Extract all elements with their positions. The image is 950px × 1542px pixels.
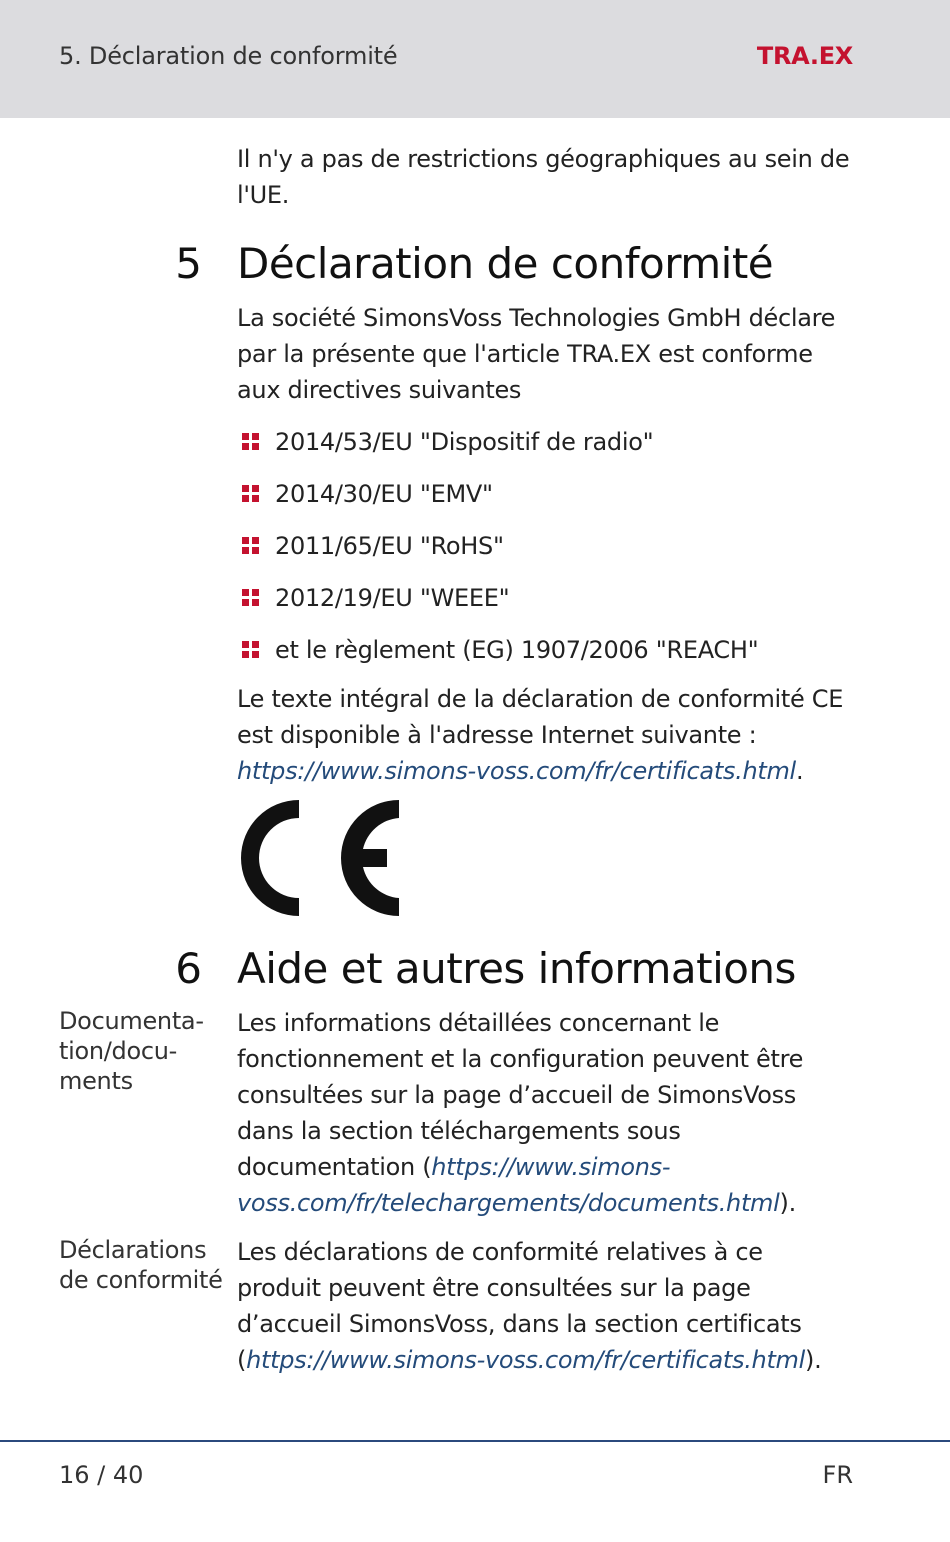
- certificates-link[interactable]: https://www.simons-voss.com/fr/certificats.html: [237, 757, 796, 785]
- ce-mark-icon: [237, 800, 399, 916]
- list-item: [237, 476, 758, 528]
- bullet-icon: [242, 641, 260, 659]
- list-item: [237, 580, 758, 632]
- list-item-text: 2011/65/EU "RoHS": [275, 532, 504, 560]
- list-item-text: 2012/19/EU "WEEE": [275, 584, 510, 612]
- list-item: [237, 632, 758, 684]
- footer-divider: [0, 1440, 950, 1442]
- documentation-text: Les informations détaillées concernant le fonctionnement et la configuration peuvent être consultées sur la page d’accueil de SimonsVoss dans la section téléchargements sous documentation (: [237, 1009, 804, 1181]
- certificates-page-link[interactable]: https://www.simons-voss.com/fr/certificats.html: [246, 1346, 806, 1374]
- documentation-suffix: ).: [779, 1189, 796, 1217]
- bullet-icon: [242, 589, 260, 607]
- list-item-text: 2014/30/EU "EMV": [275, 480, 493, 508]
- declarations-margin-label: Déclarations de conformité: [59, 1236, 223, 1294]
- page-header: [0, 0, 950, 118]
- directives-list: [237, 424, 758, 684]
- list-item-text: et le règlement (EG) 1907/2006 "REACH": [275, 636, 759, 664]
- section-6-title: Aide et autres informations: [237, 944, 796, 993]
- declaration-text-paragraph: [237, 681, 847, 789]
- declarations-text: Les déclarations de conformité relatives à ce produit peuvent être consultées sur la page d’accueil SimonsVoss, dans la section certificats (: [237, 1238, 802, 1374]
- declaration-text-suffix: .: [795, 757, 804, 785]
- header-product-name: TRA.EX: [756, 42, 853, 70]
- language-code: FR: [822, 1461, 853, 1489]
- section-5-paragraph: La société SimonsVoss Technologies GmbH déclare par la présente que l'article TRA.EX est conforme aux directives suivantes: [237, 304, 836, 404]
- section-5-number: 5: [175, 239, 202, 288]
- declaration-text: Le texte intégral de la déclaration de conformité CE est disponible à l'adresse Internet suivante :: [237, 685, 844, 749]
- header-section-title: 5. Déclaration de conformité: [59, 42, 398, 70]
- declarations-suffix: ).: [805, 1346, 822, 1374]
- section-5-title: Déclaration de conformité: [237, 239, 774, 288]
- list-item-text: 2014/53/EU "Dispositif de radio": [275, 428, 654, 456]
- downloads-documents-link[interactable]: https://www.simons-voss.com/fr/telechargements/documents.html: [237, 1153, 780, 1217]
- page-number: 16 / 40: [59, 1461, 144, 1489]
- intro-paragraph: Il n'y a pas de restrictions géographiques au sein de l'UE.: [237, 145, 850, 209]
- bullet-icon: [242, 537, 260, 555]
- documentation-margin-label: Documenta-tion/docu-ments: [59, 1007, 204, 1095]
- bullet-icon: [242, 433, 260, 451]
- documentation-paragraph: [237, 1005, 842, 1221]
- list-item: [237, 424, 758, 476]
- list-item: [237, 528, 758, 580]
- section-6-number: 6: [175, 944, 202, 993]
- bullet-icon: [242, 485, 260, 503]
- declarations-paragraph: [237, 1234, 837, 1378]
